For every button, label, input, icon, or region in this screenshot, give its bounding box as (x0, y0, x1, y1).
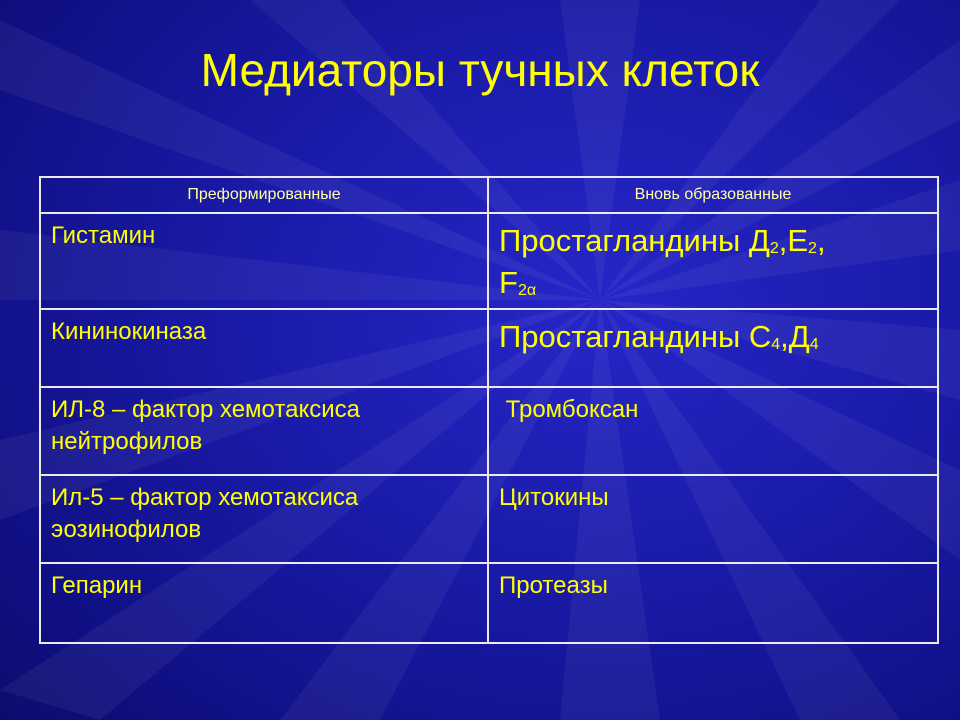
text-part: ,Е (778, 223, 809, 258)
preformed-cell: ИЛ-8 – фактор хемотаксиса нейтрофилов (40, 387, 488, 475)
preformed-cell: Гистамин (40, 213, 488, 309)
table-row (40, 213, 938, 309)
subscript: 4 (809, 336, 819, 353)
text-part: Простагландины Д (499, 223, 770, 258)
newly-formed-cell: Цитокины (488, 475, 938, 563)
subscript: 2 (769, 240, 779, 257)
table-header-row (40, 177, 938, 213)
slide-title: Медиаторы тучных клеток (200, 44, 760, 96)
newly-formed-cell (488, 309, 938, 387)
table-row (40, 563, 938, 643)
newly-formed-cell: Протеазы (488, 563, 938, 643)
subscript: 2α (517, 282, 537, 299)
header-newly-formed: Вновь образованные (488, 177, 938, 213)
text-part: Простагландины С (499, 319, 772, 354)
header-preformed: Преформированные (40, 177, 488, 213)
preformed-cell: Кининокиназа (40, 309, 488, 387)
subscript: 2 (808, 240, 817, 257)
subscript: 4 (771, 336, 781, 353)
newly-formed-cell: Тромбоксан (488, 387, 938, 475)
text-part: ,Д (780, 319, 810, 354)
mediators-table (39, 176, 939, 644)
table-row (40, 387, 938, 475)
table-row (40, 475, 938, 563)
newly-formed-cell (488, 213, 938, 309)
text-part: , (816, 223, 826, 258)
preformed-cell: Ил-5 – фактор хемотаксиса эозинофилов (40, 475, 488, 563)
table-row (40, 309, 938, 387)
text-part: F (499, 265, 518, 300)
preformed-cell: Гепарин (40, 563, 488, 643)
